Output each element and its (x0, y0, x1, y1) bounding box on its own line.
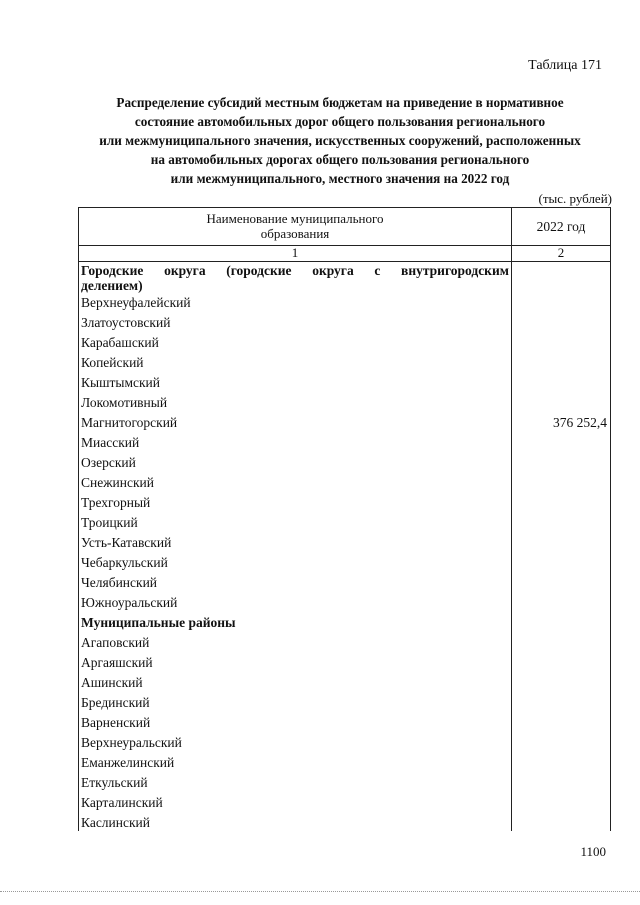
table-row: Миасский (81, 435, 140, 450)
value-magnitogorsk: 376 252,4 (553, 415, 607, 430)
title-line: на автомобильных дорогах общего пользования регионального (150, 152, 530, 167)
column-divider (511, 208, 512, 831)
table-row: Челябинский (81, 575, 158, 590)
group-heading-word: округа (312, 263, 354, 278)
group-heading-city-districts (81, 263, 509, 293)
header-year: 2022 год (536, 219, 586, 234)
group-heading-word: (городские (226, 263, 292, 278)
header-line: образования (260, 226, 330, 241)
column-number-2: 2 (557, 245, 565, 260)
table-row: Каслинский (81, 815, 150, 830)
table-row: Агаповский (81, 635, 150, 650)
group-heading-word: внутригородским (401, 263, 509, 278)
table-row: Ашинский (81, 675, 143, 690)
subsidy-table (78, 207, 611, 831)
table-row: Аргаяшский (81, 655, 153, 670)
group-heading-word: с (374, 263, 381, 278)
table-row: Снежинский (81, 475, 154, 490)
table-row: Еманжелинский (81, 755, 175, 770)
table-row: Магнитогорский (81, 415, 178, 430)
table-row: Усть-Катавский (81, 535, 172, 550)
title-line: Распределение субсидий местным бюджетам на приведение в нормативное (116, 95, 564, 110)
header-line: Наименование муниципального (206, 211, 384, 226)
group-heading-word: округа (164, 263, 206, 278)
document-title (70, 93, 610, 188)
title-line: или межмуниципального, местного значения на 2022 год (170, 171, 510, 186)
table-row: Верхнеуральский (81, 735, 182, 750)
table-row: Верхнеуфалейский (81, 295, 191, 310)
table-row: Кыштымский (81, 375, 160, 390)
table-row: Троицкий (81, 515, 138, 530)
table-label: Таблица 171 (528, 58, 602, 73)
column-numbers-row (79, 245, 610, 262)
table-row: Карабашский (81, 335, 159, 350)
units-label: (тыс. рублей) (538, 191, 612, 206)
table-row: Варненский (81, 715, 151, 730)
table-header (79, 208, 610, 246)
header-municipality (79, 211, 511, 241)
table-body (81, 263, 509, 833)
table-row: Копейский (81, 355, 144, 370)
column-number-1: 1 (291, 245, 299, 260)
table-row: Златоустовский (81, 315, 171, 330)
table-row: Чебаркульский (81, 555, 168, 570)
title-line: состояние автомобильных дорог общего пользования регионального (134, 114, 546, 129)
table-row: Озерский (81, 455, 136, 470)
title-line: или межмуниципального значения, искусственных сооружений, расположенных (99, 133, 581, 148)
group-heading-word: Городские (81, 263, 144, 278)
table-row: Трехгорный (81, 495, 151, 510)
table-row: Южноуральский (81, 595, 178, 610)
group-heading-municipal-districts: Муниципальные районы (81, 615, 236, 630)
page-number: 1100 (580, 844, 606, 859)
group-heading-line (81, 263, 509, 278)
table-row: Локомотивный (81, 395, 168, 410)
table-row: Еткульский (81, 775, 148, 790)
group-heading-line: делением) (81, 278, 143, 293)
table-row: Брединский (81, 695, 150, 710)
table-row: Карталинский (81, 795, 163, 810)
scan-edge-divider (0, 891, 640, 892)
